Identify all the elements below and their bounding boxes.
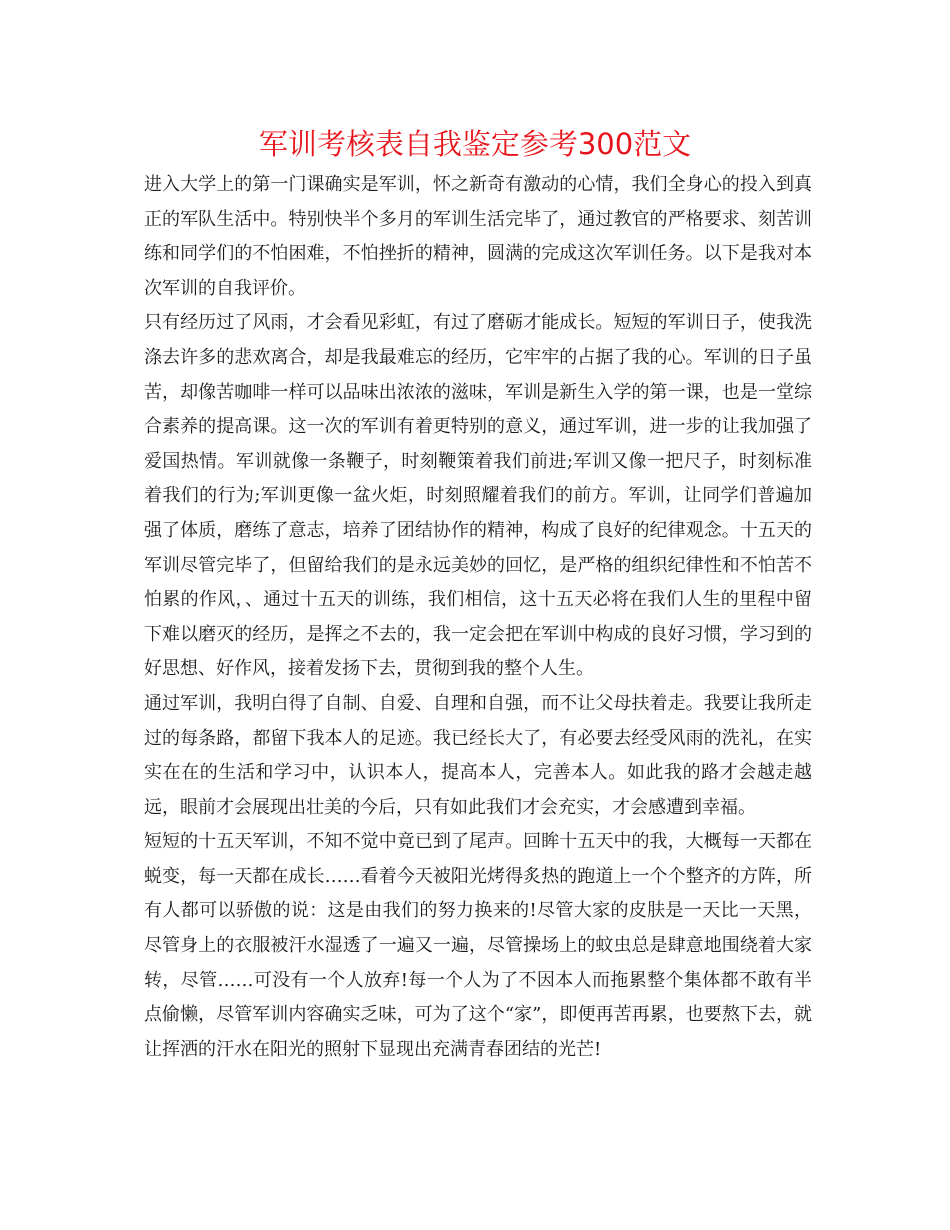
paragraph-intro: 进入大学上的第一门课确实是军训，怀之新奇有激动的心情，我们全身心的投入到真正的军队生活中。特别快半个多月的军训生活完毕了，通过教官的严格要求、刻苦训练和同学们的不怕困难，不怕挫折的精神，圆满的完成这次军训任务。以下是我对本次军训的自我评价。 (144, 174, 812, 299)
paragraph-fifteen-days: 短短的十五天军训，不知不觉中竟已到了尾声。回眸十五天中的我，大概每一天都在蜕变，每一天都在成长……看着今天被阳光烤得炙热的跑道上一个个整齐的方阵，所有人都可以骄傲的说：这是由我们的努力换来的!尽管大家的皮肤是一天比一天黑，尽管身上的衣服被汗水湿透了一遍又一遍，尽管操场上的蚊虫总是肆意地围绕着大家转，尽管……可没有一个人放弃!每一个人为了不因本人而拖累整个集体都不敢有半点偷懒，尽管军训内容确实乏味，可为了这个“家”，即便再苦再累，也要熬下去，就让挥洒的汗水在阳光的照射下显现出充满青春团结的光芒! (144, 831, 812, 1060)
document-title: 军训考核表自我鉴定参考300范文 (258, 127, 692, 161)
document-body (144, 168, 812, 1067)
paragraph-self-discipline: 通过军训，我明白得了自制、自爱、自理和自强，而不让父母扶着走。我要让我所走过的每条路，都留下我本人的足迹。我已经长大了，有必要去经受风雨的洗礼，在实实在在的生活和学习中，认识本人，提高本人，完善本人。如此我的路才会越走越远，眼前才会展现出壮美的今后，只有如此我们才会充实，才会感遭到幸福。 (144, 692, 812, 818)
paragraph-experience: 只有经历过了风雨，才会看见彩虹，有过了磨砺才能成长。短短的军训日子，使我洗涤去许多的悲欢离合，却是我最难忘的经历，它牢牢的占据了我的心。军训的日子虽苦，却像苦咖啡一样可以品味出浓浓的滋味，军训是新生入学的第一课，也是一堂综合素养的提高课。这一次的军训有着更特别的意义，通过军训，进一步的让我加强了爱国热情。军训就像一条鞭子，时刻鞭策着我们前进;军训又像一把尺子，时刻标准着我们的行为;军训更像一盆火炬，时刻照耀着我们的前方。军训，让同学们普遍加强了体质，磨练了意志，培养了团结协作的精神，构成了良好的纪律观念。十五天的军训尽管完毕了，但留给我们的是永远美妙的回忆，是严格的组织纪律性和不怕苦不怕累的作风，、通过十五天的训练，我们相信，这十五天必将在我们人生的里程中留下难以磨灭的经历，是挥之不去的，我一定会把在军训中构成的良好习惯，学习到的好思想、好作风，接着发扬下去，贯彻到我的整个人生。 (144, 312, 812, 680)
